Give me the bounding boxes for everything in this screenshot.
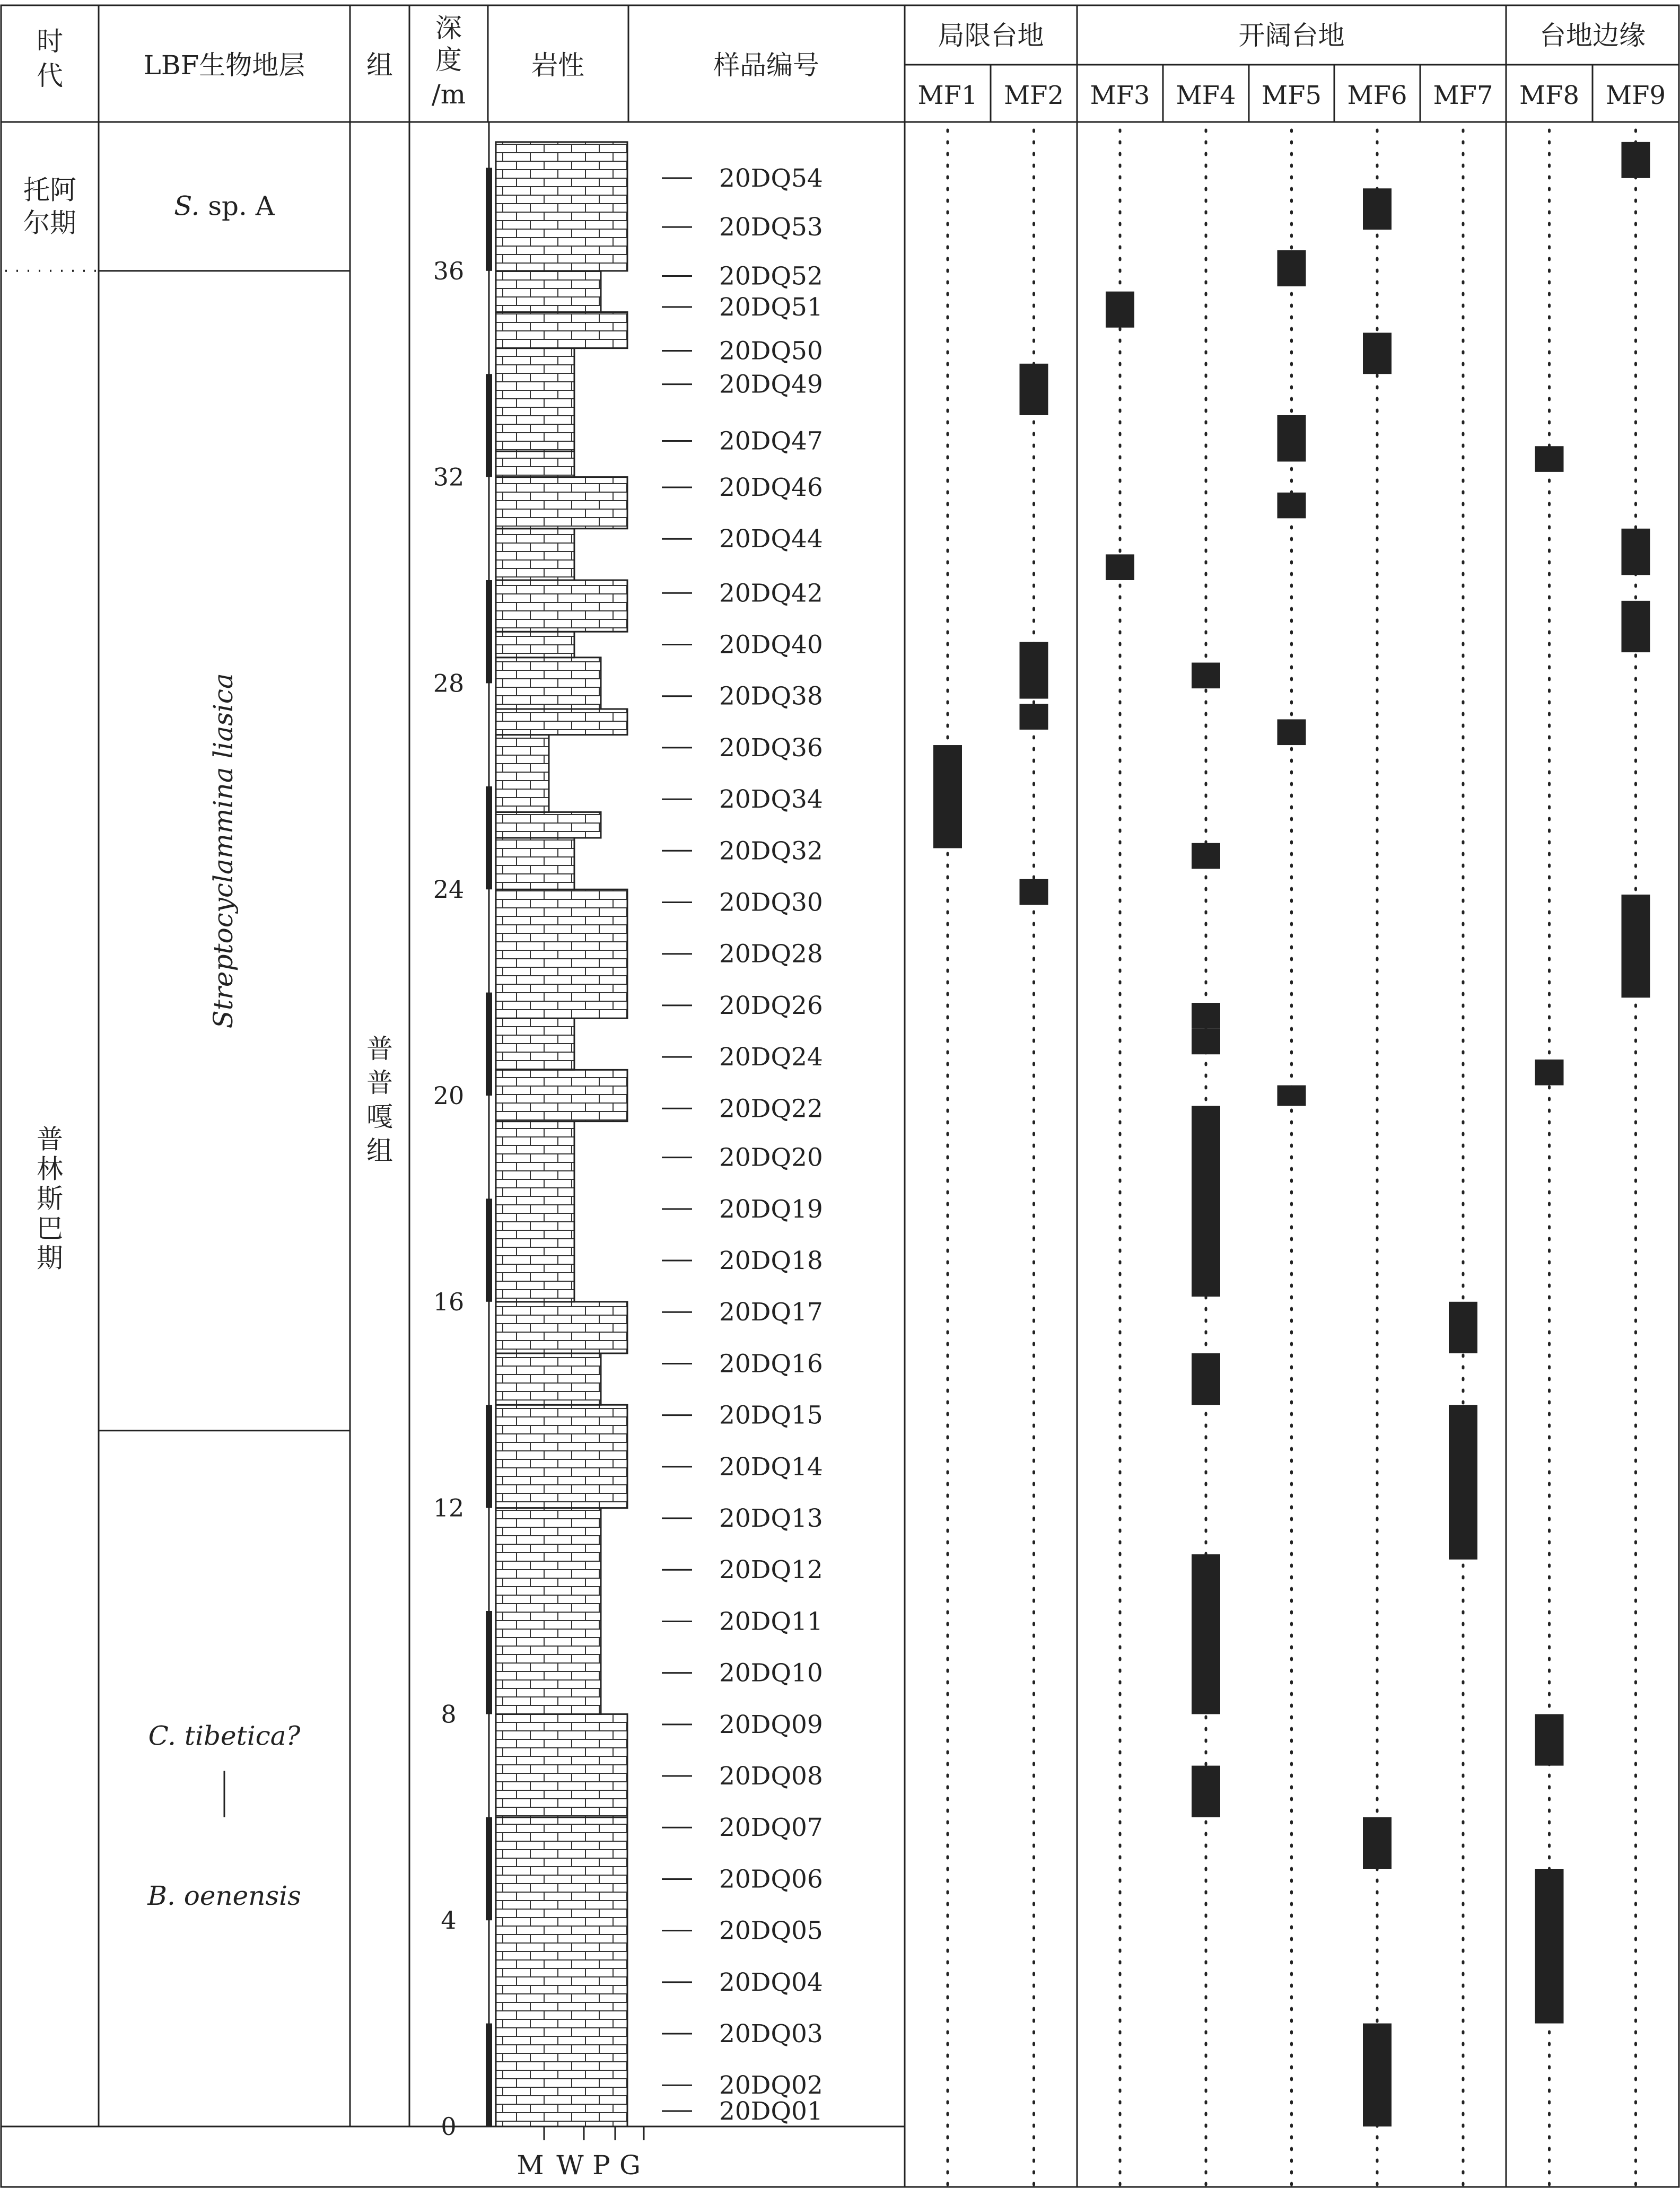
mf-occurrence-mf1-0 [933, 745, 962, 848]
depth-tick-28: 28 [433, 669, 465, 698]
mf-occurrence-mf5-17 [1278, 493, 1306, 519]
cycle-bar-8 [486, 1611, 492, 1714]
cycle-bar-4 [486, 1817, 492, 1920]
age-label-1-4: 期 [37, 1242, 63, 1274]
sample-label-20DQ28: 20DQ28 [719, 939, 823, 969]
sample-label-20DQ53: 20DQ53 [719, 213, 823, 242]
sample-label-20DQ07: 20DQ07 [719, 1813, 823, 1843]
mf-header-mf8: MF8 [1519, 81, 1579, 110]
mf-occurrence-mf2-2 [1020, 642, 1048, 699]
age-label-0-0: 托阿 [23, 174, 76, 206]
mf-occurrence-mf6-22 [1363, 1817, 1392, 1869]
depth-tick-32: 32 [433, 462, 465, 492]
mf-occurrence-mf4-12 [1192, 1353, 1220, 1405]
lithology-bed-7 [496, 1070, 627, 1121]
sample-label-20DQ36: 20DQ36 [719, 733, 823, 763]
sample-label-20DQ24: 20DQ24 [719, 1043, 823, 1072]
sample-label-20DQ40: 20DQ40 [719, 630, 823, 660]
sample-label-20DQ06: 20DQ06 [719, 1865, 823, 1894]
texture-label-g: G [619, 2150, 641, 2181]
mf-occurrence-mf4-7 [1192, 663, 1220, 689]
texture-label-w: W [556, 2150, 584, 2181]
mf-occurrence-mf9-32 [1622, 601, 1650, 652]
sample-label-20DQ20: 20DQ20 [719, 1143, 823, 1172]
sample-label-20DQ47: 20DQ47 [719, 426, 823, 456]
lithology-bed-9 [496, 889, 627, 1018]
sample-label-20DQ50: 20DQ50 [719, 336, 823, 366]
depth-tick-12: 12 [433, 1493, 465, 1522]
facies-group-2: 台地边缘 [1539, 20, 1646, 51]
age-label-1-0: 普 [37, 1124, 63, 1155]
depth-tick-0: 0 [441, 2112, 457, 2141]
sample-label-20DQ30: 20DQ30 [719, 888, 823, 917]
sample-label-20DQ16: 20DQ16 [719, 1349, 823, 1379]
mf-occurrence-mf4-11 [1192, 1106, 1220, 1297]
mf-occurrence-mf5-16 [1278, 415, 1306, 461]
lithology-bed-3 [496, 1405, 627, 1508]
header-depth-line2: 度 [435, 45, 462, 75]
header-age-line1: 时 [37, 26, 63, 57]
sample-label-20DQ19: 20DQ19 [719, 1194, 823, 1224]
sample-label-20DQ11: 20DQ11 [719, 1607, 823, 1636]
lithology-bed-19 [496, 451, 574, 477]
mf-occurrence-mf5-19 [1278, 1086, 1306, 1106]
lithology-bed-22 [496, 271, 601, 312]
mf-header-mf6: MF6 [1347, 81, 1407, 110]
sample-label-20DQ03: 20DQ03 [719, 2019, 823, 2049]
mf-occurrence-mf2-4 [1020, 879, 1048, 905]
mf-header-mf3: MF3 [1090, 81, 1150, 110]
header-row [37, 13, 1666, 110]
mf-occurrence-mf8-28 [1535, 1714, 1564, 1765]
lithology-bed-16 [496, 580, 627, 632]
mf-header-mf5: MF5 [1262, 81, 1322, 110]
cycle-bar-24 [486, 786, 492, 889]
formation-char-1: 普 [366, 1067, 393, 1098]
table-grid [1, 5, 1679, 2187]
mf-occurrence-mf2-3 [1020, 704, 1048, 730]
mf-occurrence-mf7-25 [1449, 1405, 1477, 1560]
formation-char-2: 嘎 [366, 1101, 393, 1132]
header-age-line2: 代 [37, 60, 63, 91]
sample-label-20DQ09: 20DQ09 [719, 1710, 823, 1739]
mf-occurrence-mf6-21 [1363, 332, 1392, 374]
mf-occurrence-mf8-26 [1535, 446, 1564, 472]
mf-header-mf2: MF2 [1004, 81, 1064, 110]
mf-header-mf1: MF1 [917, 81, 978, 110]
mf-occurrence-mf7-24 [1449, 1302, 1477, 1353]
texture-label-p: P [592, 2150, 610, 2181]
lithology-bed-0 [496, 1817, 627, 2126]
cycle-bar-36 [486, 168, 492, 270]
age-label-1-1: 林 [37, 1153, 63, 1185]
age-label-1-2: 斯 [37, 1183, 63, 1214]
depth-tick-8: 8 [441, 1700, 457, 1729]
sample-label-20DQ14: 20DQ14 [719, 1452, 823, 1482]
sample-label-20DQ10: 20DQ10 [719, 1658, 823, 1688]
sample-label-20DQ17: 20DQ17 [719, 1298, 823, 1327]
facies-group-0: 局限台地 [938, 20, 1044, 51]
cycle-bar-0 [486, 2024, 492, 2126]
sample-label-20DQ52: 20DQ52 [719, 261, 823, 291]
formation-char-3: 组 [366, 1135, 393, 1166]
depth-tick-36: 36 [433, 256, 465, 285]
lithology-bed-20 [496, 348, 574, 451]
sample-label-20DQ04: 20DQ04 [719, 1967, 823, 1997]
age-label-0-1: 尔期 [23, 207, 76, 239]
sample-label-20DQ13: 20DQ13 [719, 1504, 823, 1534]
sample-label-20DQ44: 20DQ44 [719, 524, 823, 554]
formation-char-0: 普 [366, 1034, 393, 1064]
lithology-bed-21 [496, 312, 627, 348]
mf-occurrence-mf4-13 [1192, 1554, 1220, 1714]
sample-label-20DQ05: 20DQ05 [719, 1916, 823, 1946]
sample-label-20DQ15: 20DQ15 [719, 1401, 823, 1430]
sample-label-20DQ26: 20DQ26 [719, 991, 823, 1020]
lithology-bed-4 [496, 1353, 601, 1405]
sample-label-20DQ02: 20DQ02 [719, 2071, 823, 2101]
sample-label-20DQ38: 20DQ38 [719, 681, 823, 711]
lithology-bed-13 [496, 709, 627, 735]
lithology-bed-5 [496, 1302, 627, 1353]
sample-label-20DQ54: 20DQ54 [719, 163, 823, 193]
sample-label-20DQ34: 20DQ34 [719, 785, 823, 815]
sample-label-20DQ01: 20DQ01 [719, 2096, 823, 2126]
lithology-bed-14 [496, 658, 601, 709]
mf-occurrence-mf9-31 [1622, 529, 1650, 575]
lithology-bed-23 [496, 142, 627, 271]
header-sample: 样品编号 [713, 50, 819, 81]
mf-occurrence-mf4-10 [1192, 1029, 1220, 1055]
header-lbf: LBF生物地层 [143, 50, 305, 81]
sample-label-20DQ51: 20DQ51 [719, 292, 823, 322]
mf-occurrence-mf9-30 [1622, 142, 1650, 178]
mf-occurrence-mf4-8 [1192, 843, 1220, 869]
sample-label-20DQ22: 20DQ22 [719, 1094, 823, 1124]
header-depth-line3: /m [431, 79, 466, 110]
depth-tick-4: 4 [441, 1906, 457, 1935]
biozone-label-0: S. sp. A [174, 190, 275, 222]
lithology-bed-17 [496, 529, 574, 580]
texture-label-m: M [517, 2150, 544, 2181]
mf-occurrence-mf8-27 [1535, 1060, 1564, 1086]
cycle-bar-16 [486, 1198, 492, 1301]
header-formation: 组 [366, 50, 393, 81]
mf-occurrence-mf5-18 [1278, 719, 1306, 745]
mf-occurrence-mf3-5 [1106, 292, 1134, 328]
depth-tick-24: 24 [433, 875, 465, 904]
sample-label-20DQ42: 20DQ42 [719, 579, 823, 608]
mf-occurrence-mf8-29 [1535, 1869, 1564, 2024]
biozone-label-bottom-2: B. oenensis [147, 1880, 301, 1912]
mf-header-mf9: MF9 [1606, 81, 1666, 110]
lithology-bed-1 [496, 1714, 627, 1817]
sample-label-20DQ18: 20DQ18 [719, 1246, 823, 1276]
header-lithology: 岩性 [531, 50, 584, 81]
lithology-bed-10 [496, 838, 574, 889]
lithology-bed-18 [496, 477, 627, 529]
mf-header-mf4: MF4 [1176, 81, 1236, 110]
sample-label-20DQ46: 20DQ46 [719, 473, 823, 503]
cycle-bar-28 [486, 580, 492, 683]
mf-occurrence-mf4-9 [1192, 1003, 1220, 1029]
lithology-bed-2 [496, 1508, 601, 1714]
lithology-bed-15 [496, 632, 574, 658]
mf-occurrence-mf2-1 [1020, 364, 1048, 415]
cycle-bar-12 [486, 1405, 492, 1508]
depth-tick-20: 20 [433, 1081, 465, 1110]
age-label-1-3: 巴 [37, 1213, 63, 1244]
cycle-bar-20 [486, 993, 492, 1096]
mf-occurrence-mf6-23 [1363, 2024, 1392, 2126]
facies-group-1: 开阔台地 [1238, 20, 1345, 51]
biozone-label-1: Streptocyclammina liasica [208, 673, 239, 1029]
mf-occurrence-mf5-15 [1278, 250, 1306, 286]
mf-occurrence-mf4-14 [1192, 1766, 1220, 1817]
sample-label-20DQ08: 20DQ08 [719, 1762, 823, 1791]
cycle-bar-32 [486, 374, 492, 477]
sample-label-20DQ32: 20DQ32 [719, 836, 823, 866]
mf-occurrence-mf9-33 [1622, 895, 1650, 997]
lithology-bed-12 [496, 735, 549, 812]
sample-label-20DQ49: 20DQ49 [719, 370, 823, 399]
depth-tick-16: 16 [433, 1287, 465, 1316]
mf-header-mf7: MF7 [1433, 81, 1493, 110]
mf-occurrence-mf6-20 [1363, 188, 1392, 230]
lithology-bed-6 [496, 1122, 574, 1302]
lithology-bed-11 [496, 812, 601, 838]
mf-occurrence-mf3-6 [1106, 554, 1134, 580]
lithology-bed-8 [496, 1018, 574, 1070]
biozone-label-top-2: C. tibetica? [148, 1720, 301, 1752]
sample-label-20DQ12: 20DQ12 [719, 1555, 823, 1585]
header-depth-line1: 深 [435, 13, 462, 43]
